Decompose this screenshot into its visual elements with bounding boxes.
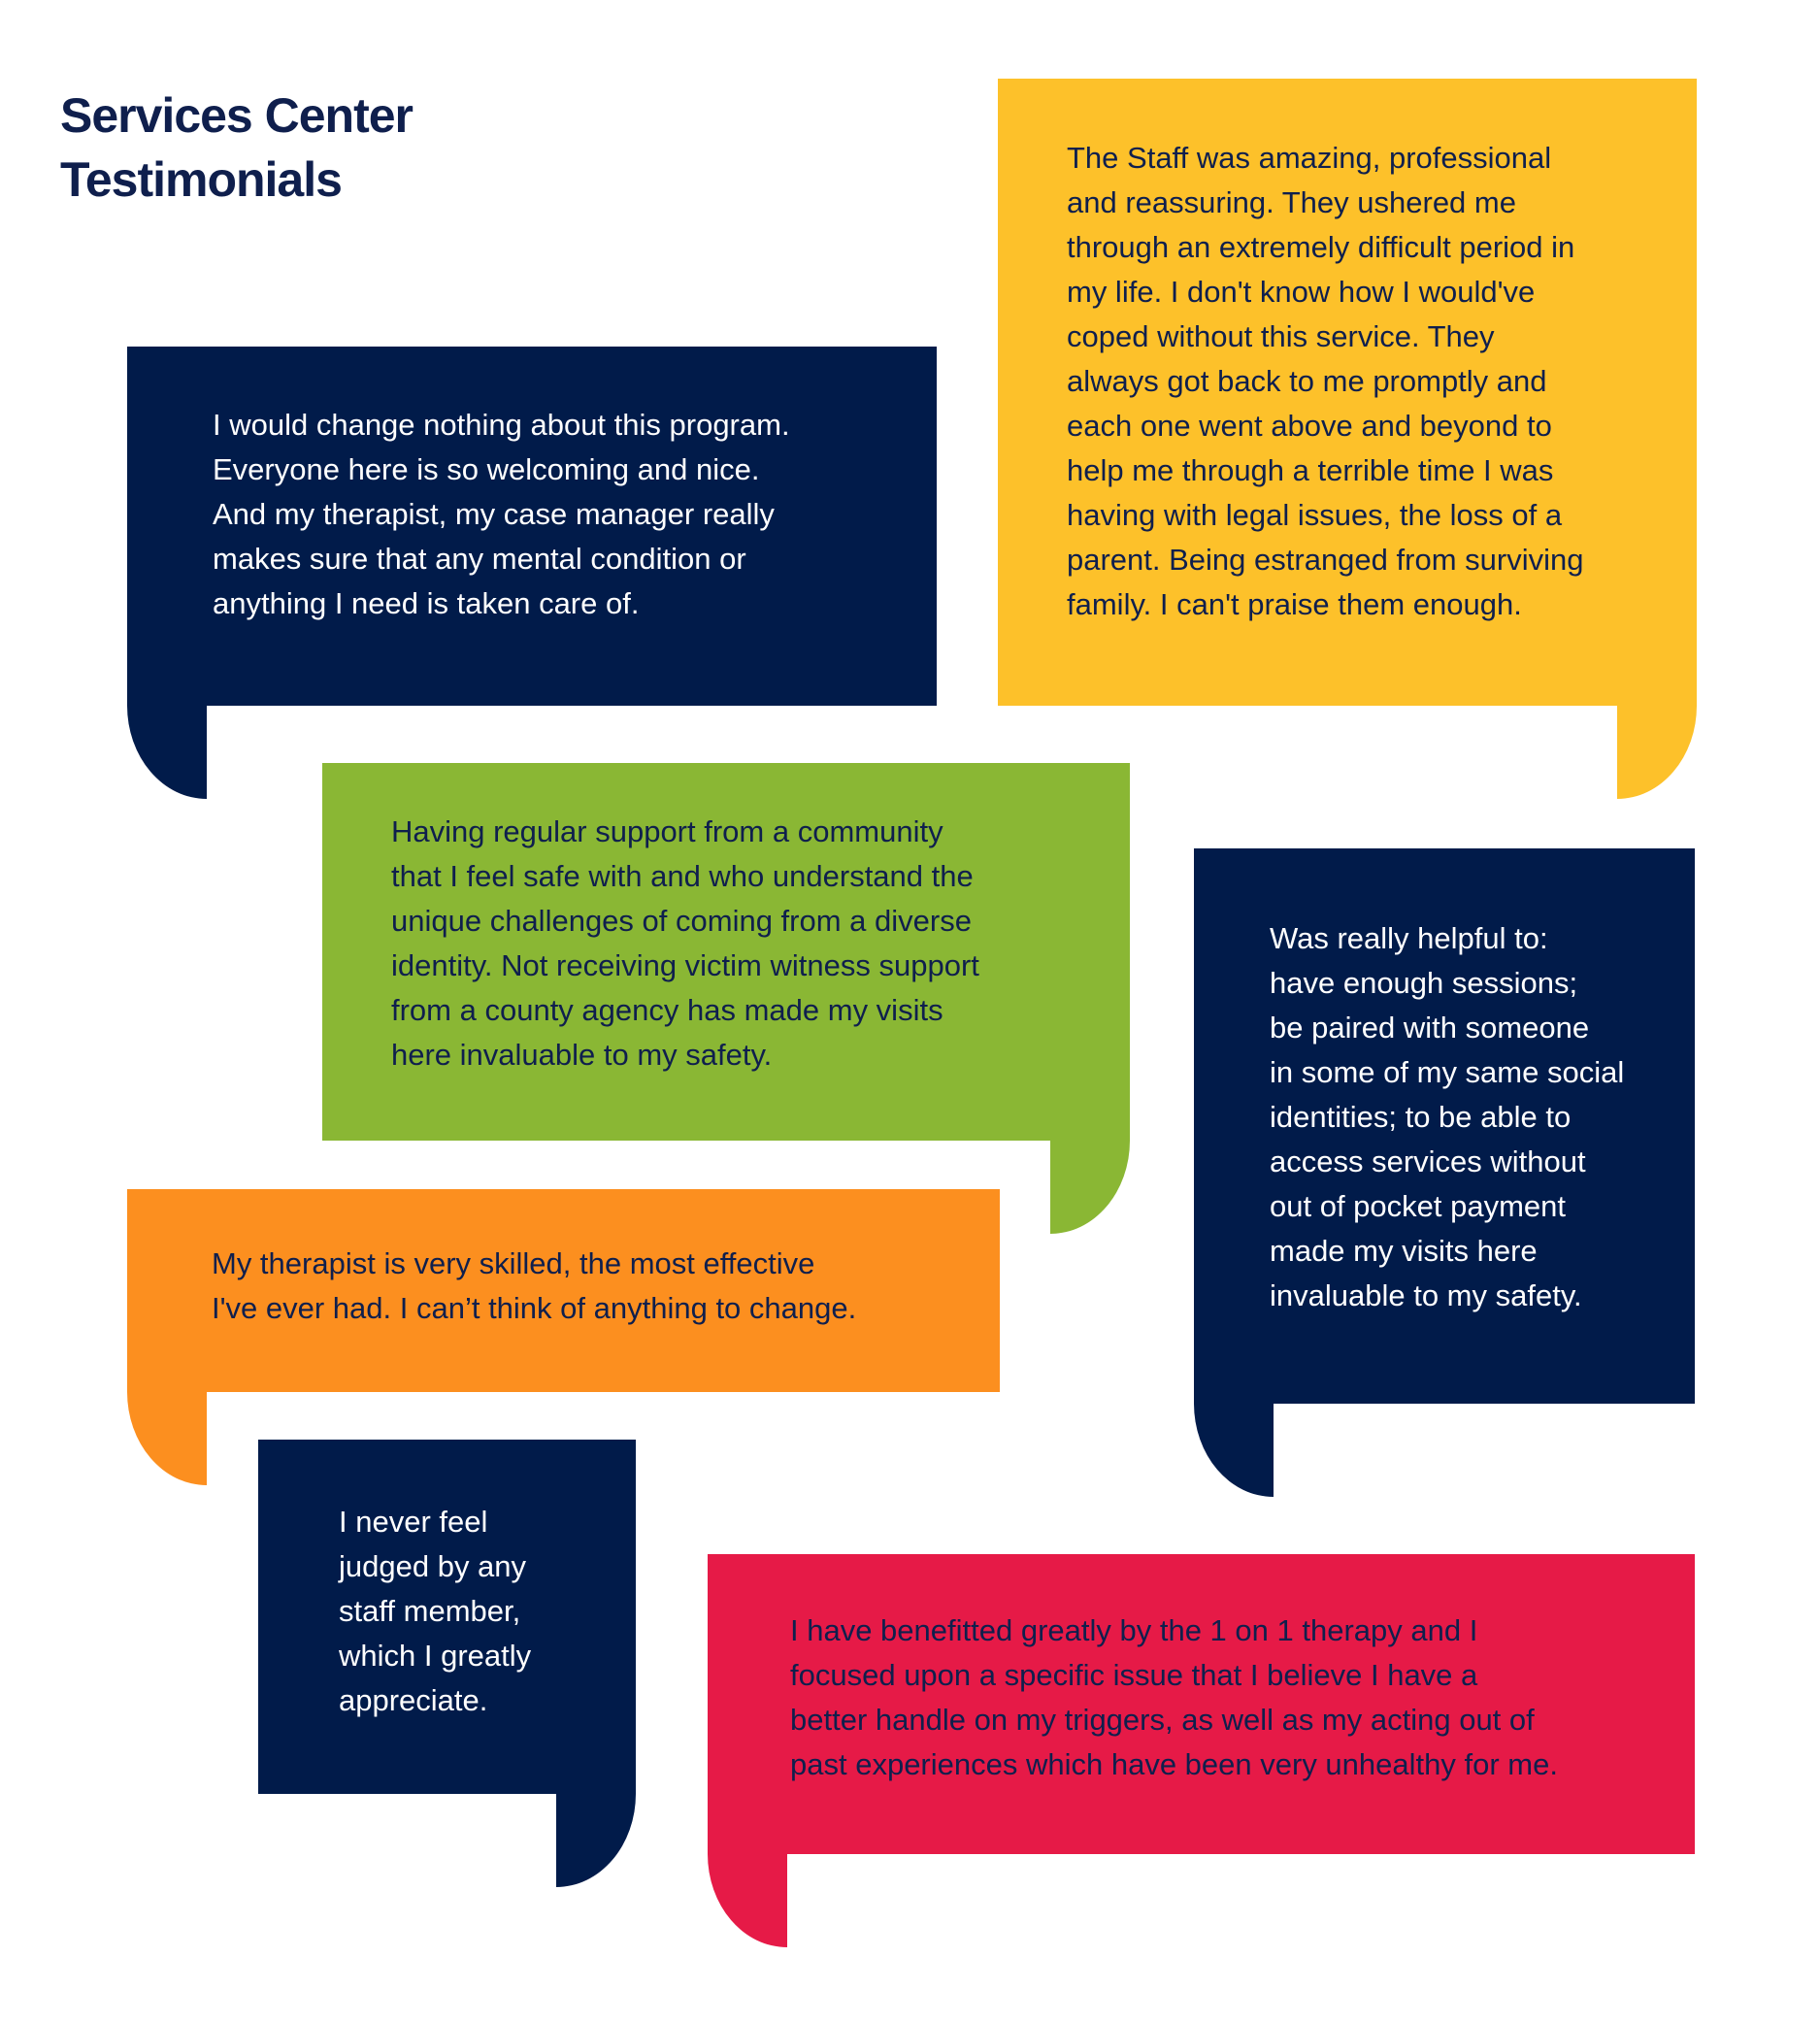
testimonial-line: have enough sessions; xyxy=(1270,966,1578,1000)
testimonial-line: better handle on my triggers, as well as my acting out of xyxy=(790,1703,1535,1737)
testimonial-line: identities; to be able to xyxy=(1270,1100,1572,1134)
testimonial-line: Having regular support from a community xyxy=(391,814,943,848)
testimonial-line: parent. Being estranged from surviving xyxy=(1067,543,1584,577)
testimonial-line: I've ever had. I can’t think of anything to change. xyxy=(212,1291,857,1325)
testimonial-line: appreciate. xyxy=(339,1683,488,1717)
testimonial-bubble xyxy=(322,763,1130,1234)
bubble-tail xyxy=(127,1392,207,1485)
testimonial-bubble xyxy=(258,1440,636,1889)
testimonial-line: focused upon a specific issue that I believe I have a xyxy=(790,1658,1478,1692)
testimonial-line: Was really helpful to: xyxy=(1270,921,1548,955)
testimonial-text xyxy=(213,403,790,626)
testimonial-text xyxy=(790,1608,1558,1787)
testimonial-line: staff member, xyxy=(339,1594,521,1628)
bubble-tail xyxy=(1050,1141,1130,1234)
testimonial-line: here invaluable to my safety. xyxy=(391,1038,773,1072)
testimonial-line: having with legal issues, the loss of a xyxy=(1067,498,1563,532)
testimonial-line: through an extremely difficult period in xyxy=(1067,230,1575,264)
testimonial-line: family. I can't praise them enough. xyxy=(1067,587,1522,621)
bubble-tail xyxy=(1194,1404,1274,1497)
testimonial-line: out of pocket payment xyxy=(1270,1189,1567,1223)
testimonial-line: each one went above and beyond to xyxy=(1067,409,1552,443)
testimonial-line: invaluable to my safety. xyxy=(1270,1278,1582,1312)
testimonial-bubble xyxy=(1194,848,1695,1499)
testimonial-line: and reassuring. They ushered me xyxy=(1067,185,1516,219)
testimonial-text xyxy=(339,1500,531,1723)
testimonial-text xyxy=(1067,136,1583,627)
testimonial-line: And my therapist, my case manager really xyxy=(213,497,775,531)
bubble-tail xyxy=(127,706,207,799)
testimonial-line: coped without this service. They xyxy=(1067,319,1495,353)
testimonial-line: always got back to me promptly and xyxy=(1067,364,1547,398)
testimonial-line: I never feel xyxy=(339,1505,488,1539)
testimonial-line: I would change nothing about this program. xyxy=(213,408,790,442)
testimonial-text xyxy=(1270,916,1624,1318)
page-title xyxy=(60,83,413,212)
testimonial-line: past experiences which have been very unhealthy for me. xyxy=(790,1747,1558,1781)
testimonial-line: makes sure that any mental condition or xyxy=(213,542,746,576)
testimonial-line: I have benefitted greatly by the 1 on 1 therapy and I xyxy=(790,1613,1478,1647)
testimonial-line: made my visits here xyxy=(1270,1234,1538,1268)
testimonial-bubble xyxy=(708,1554,1695,1948)
testimonial-line: My therapist is very skilled, the most effective xyxy=(212,1246,815,1280)
testimonial-bubble xyxy=(998,79,1697,801)
testimonial-line: anything I need is taken care of. xyxy=(213,586,640,620)
testimonial-line: The Staff was amazing, professional xyxy=(1067,141,1552,175)
testimonial-line: from a county agency has made my visits xyxy=(391,993,943,1027)
testimonial-line: which I greatly xyxy=(339,1639,532,1673)
testimonial-line: access services without xyxy=(1270,1144,1586,1178)
bubble-tail xyxy=(1617,706,1697,799)
testimonial-bubble xyxy=(127,347,937,801)
testimonial-line: be paired with someone xyxy=(1270,1011,1590,1045)
testimonial-line: my life. I don't know how I would've xyxy=(1067,275,1536,309)
testimonial-line: judged by any xyxy=(339,1549,527,1583)
testimonial-text xyxy=(391,810,979,1078)
testimonial-text xyxy=(212,1242,856,1331)
page-title-line-2: Testimonials xyxy=(60,152,342,207)
testimonial-line: help me through a terrible time I was xyxy=(1067,453,1554,487)
testimonial-line: unique challenges of coming from a diverse xyxy=(391,904,972,938)
testimonial-line: Everyone here is so welcoming and nice. xyxy=(213,452,760,486)
testimonial-line: in some of my same social xyxy=(1270,1055,1625,1089)
testimonial-line: identity. Not receiving victim witness support xyxy=(391,948,979,982)
testimonial-line: that I feel safe with and who understand the xyxy=(391,859,974,893)
bubble-tail xyxy=(556,1794,636,1887)
bubble-tail xyxy=(708,1854,787,1947)
page-title-line-1: Services Center xyxy=(60,88,414,143)
